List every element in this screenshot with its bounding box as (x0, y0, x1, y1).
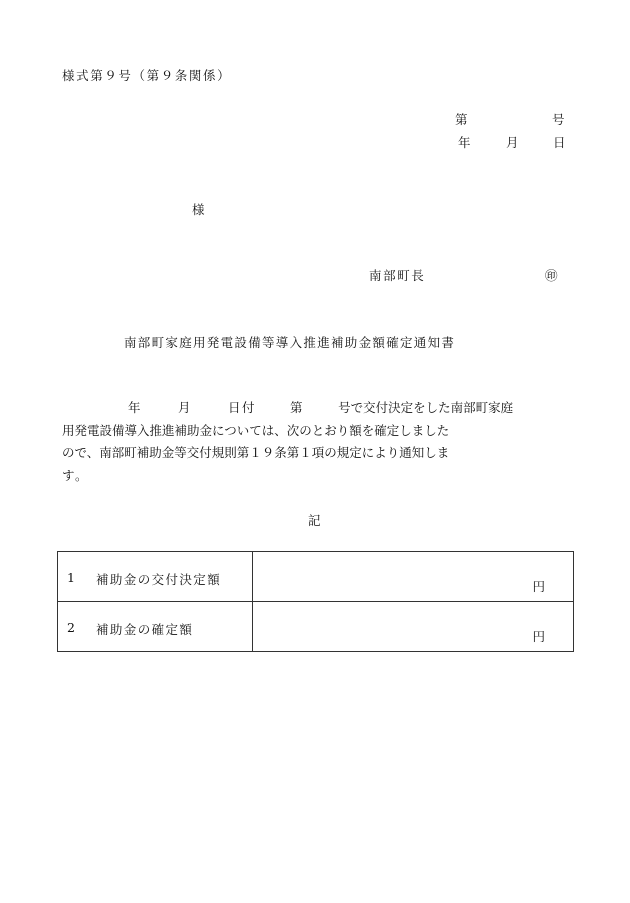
reference-month-label: 月 (178, 400, 193, 415)
body-line-3: ので、南部町補助金等交付規則第１９条第１項の規定により通知しま (62, 445, 450, 460)
body-line-2: 用発電設備導入推進補助金については、次のとおり額を確定しました (62, 422, 450, 438)
notice-body (62, 397, 574, 487)
date-day-label: 日 (553, 135, 566, 150)
date-year-label: 年 (458, 135, 471, 150)
reference-day-label: 日付 (228, 400, 257, 415)
sender-title: 南部町長 (369, 268, 426, 283)
body-line-1-text: 号で交付決定をした南部町家庭 (338, 400, 514, 415)
addressee-honorific: 様 (192, 202, 205, 217)
item-label: 補助金の交付決定額 (96, 572, 222, 587)
row-label-cell (58, 552, 253, 602)
document-number-label: 第 (455, 112, 468, 127)
amount-cell (253, 552, 574, 602)
yen-unit: 円 (532, 579, 545, 594)
item-number: 2 (67, 620, 75, 635)
body-line-4: す。 (62, 467, 90, 483)
document-title: 南部町家庭用発電設備等導入推進補助金額確定通知書 (124, 335, 456, 350)
row-label-cell (58, 602, 253, 652)
date-month-label: 月 (506, 135, 519, 150)
seal-mark: ㊞ (545, 268, 558, 283)
amount-table (57, 551, 574, 652)
yen-unit: 円 (532, 629, 545, 644)
document-number-suffix: 号 (552, 112, 565, 127)
table-row (58, 552, 574, 602)
item-label: 補助金の確定額 (96, 622, 194, 637)
reference-year-label: 年 (128, 400, 143, 415)
amount-cell (253, 602, 574, 652)
ki-heading: 記 (308, 513, 321, 528)
table-row (58, 602, 574, 652)
item-number: 1 (67, 570, 75, 585)
form-number: 様式第９号（第９条関係） (62, 68, 232, 83)
body-line-1 (62, 397, 574, 420)
reference-number-label: 第 (290, 400, 305, 415)
